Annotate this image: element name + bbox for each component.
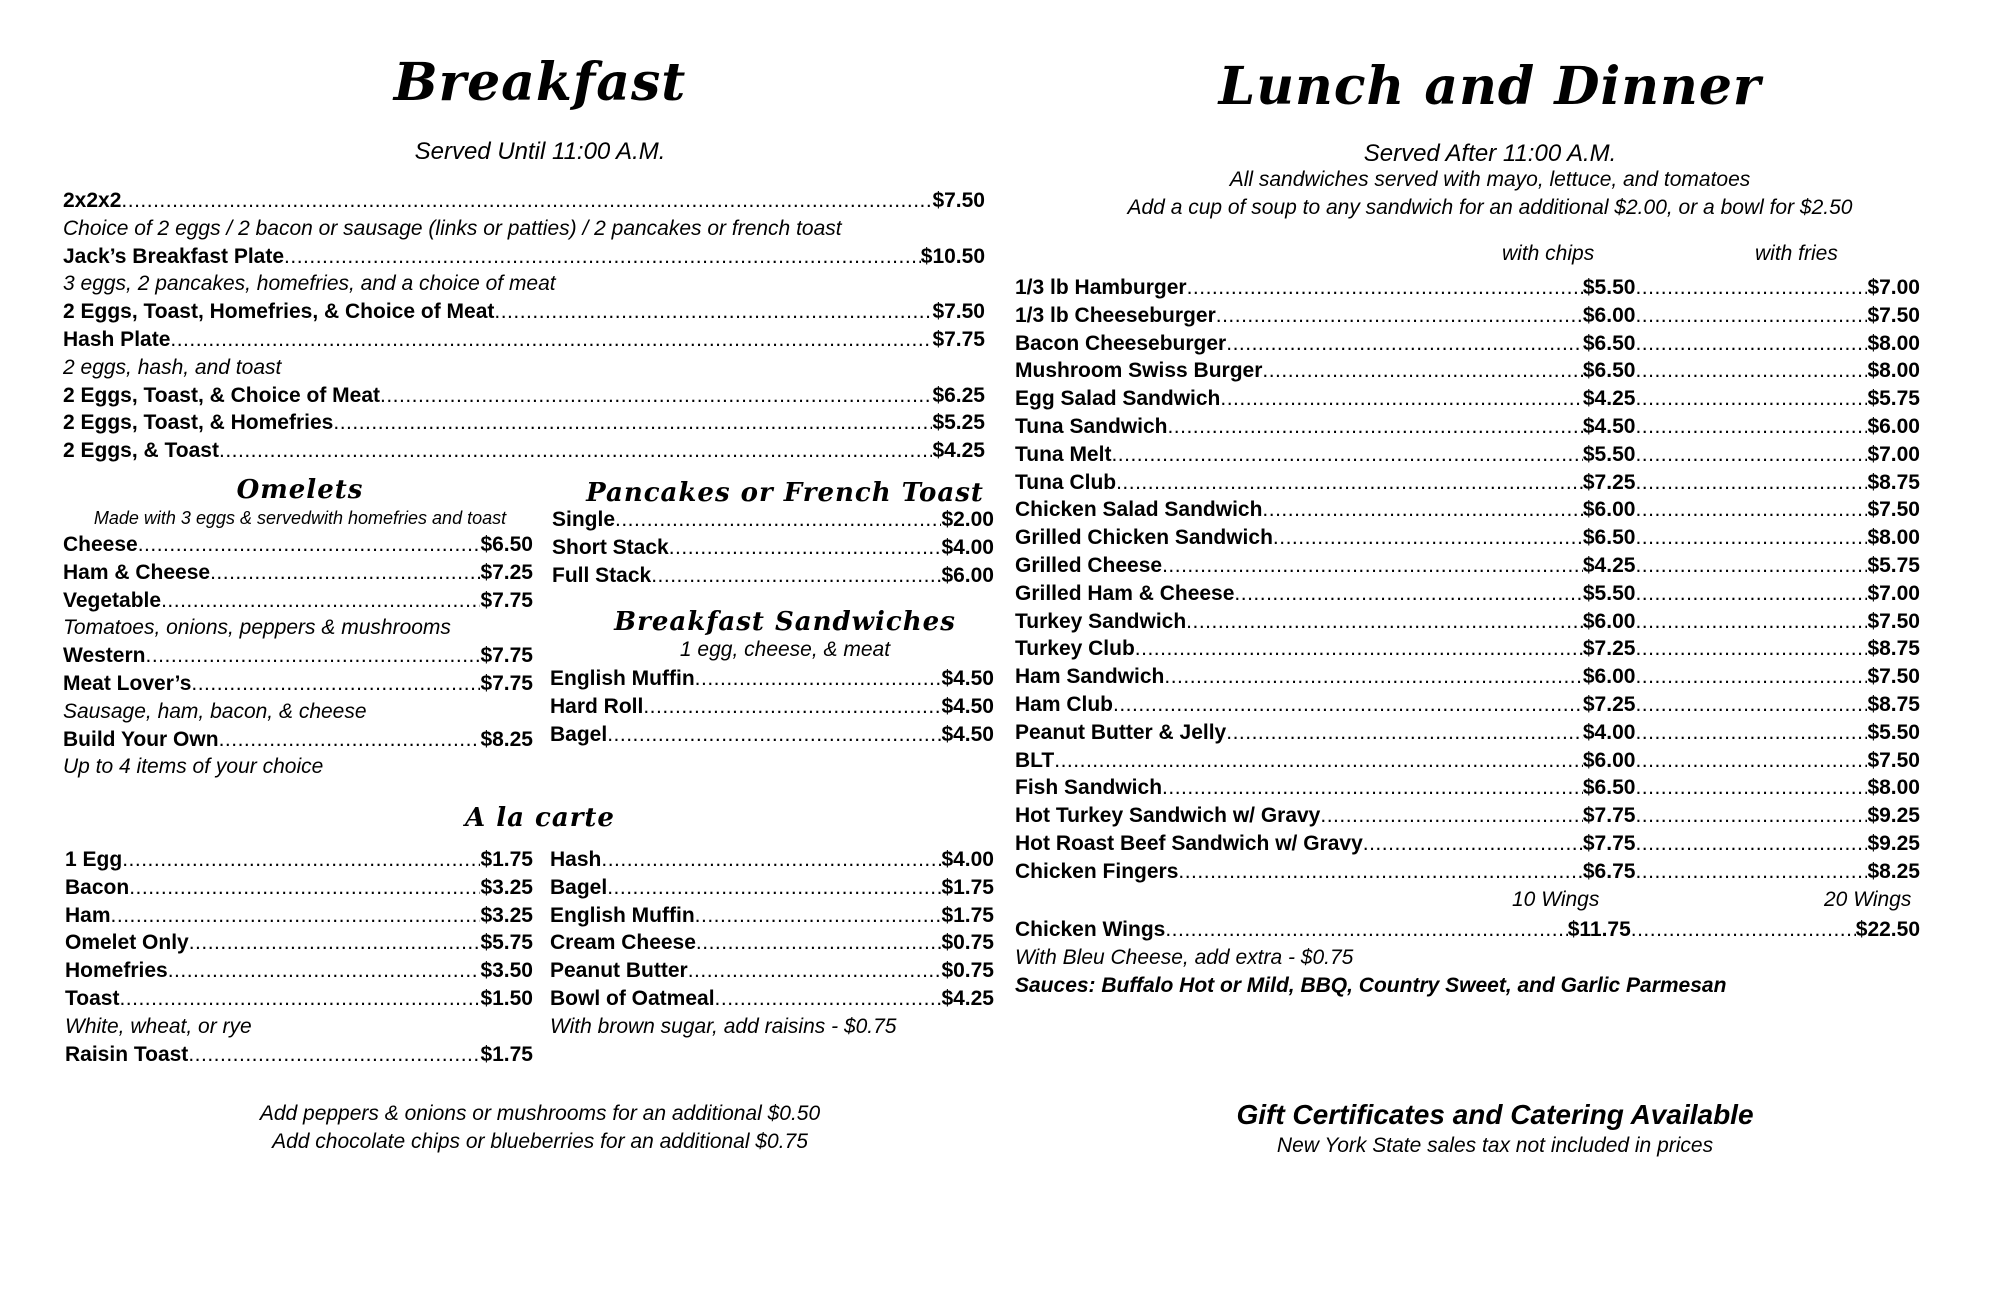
- wings-col1-header: 10 Wings: [1512, 888, 1600, 911]
- item-name: 2 Eggs, Toast, & Choice of Meat: [63, 383, 380, 407]
- dot-leader: [380, 382, 932, 410]
- item-price: $4.00: [941, 848, 994, 871]
- item-price-chips: $7.75: [1582, 832, 1636, 855]
- dot-leader: [607, 721, 941, 749]
- dot-leader: [191, 670, 480, 698]
- menu-item: [63, 559, 533, 587]
- menu-item: [1015, 524, 1920, 552]
- item-price: $7.75: [480, 644, 533, 668]
- menu-item: [550, 957, 994, 985]
- item-name: Ham & Cheese: [63, 560, 211, 584]
- dot-leader: [1226, 330, 1583, 358]
- item-price: $1.50: [480, 987, 533, 1010]
- item-name: Tuna Melt: [1015, 442, 1112, 466]
- dot-leader: [1135, 635, 1583, 663]
- dot-leader: [494, 298, 932, 326]
- menu-item: [1015, 719, 1920, 747]
- item-name: 1/3 lb Cheeseburger: [1015, 303, 1216, 327]
- item-name: English Muffin: [550, 903, 695, 927]
- menu-item: [63, 409, 985, 437]
- dot-leader: [1635, 274, 1867, 302]
- dot-leader: [189, 929, 481, 957]
- dot-leader: [669, 534, 942, 562]
- item-name: Bacon: [65, 875, 130, 899]
- item-price: $5.25: [932, 411, 985, 435]
- dot-leader: [1635, 691, 1867, 719]
- item-name: Fish Sandwich: [1015, 776, 1163, 800]
- dot-leader: [1635, 413, 1867, 441]
- item-name: 2 Eggs, Toast, & Homefries: [63, 411, 334, 435]
- item-price-fries: $8.00: [1867, 776, 1920, 800]
- item-name: Homefries: [65, 959, 168, 983]
- dot-leader: [1262, 357, 1582, 385]
- menu-item: [1015, 774, 1920, 802]
- dot-leader: [1113, 691, 1583, 719]
- dot-leader: [1187, 274, 1583, 302]
- dot-leader: [1635, 635, 1867, 663]
- item-name: Short Stack: [552, 535, 669, 559]
- dot-leader: [1635, 580, 1867, 608]
- menu-item: [65, 957, 533, 985]
- wings-note: With Bleu Cheese, add extra - $0.75: [1015, 946, 1354, 969]
- item-price-fries: $5.75: [1867, 554, 1920, 577]
- menu-item: [63, 642, 533, 670]
- menu-item: [550, 693, 994, 721]
- item-name: Full Stack: [552, 563, 652, 587]
- with-fries-header: with fries: [1755, 242, 1838, 265]
- item-price-chips: $5.50: [1582, 442, 1636, 466]
- dot-leader: [1635, 552, 1867, 580]
- dot-leader: [111, 902, 481, 930]
- dot-leader: [333, 409, 932, 437]
- item-price: $0.75: [941, 931, 994, 955]
- menu-item: [552, 534, 994, 562]
- item-price-fries: $8.75: [1867, 470, 1920, 494]
- item-price-fries: $8.00: [1867, 526, 1920, 550]
- item-name: Chicken Salad Sandwich: [1015, 498, 1263, 522]
- item-name: Mushroom Swiss Burger: [1015, 359, 1263, 383]
- item-name: Raisin Toast: [65, 1042, 189, 1066]
- item-name: Bacon Cheeseburger: [1015, 331, 1227, 355]
- item-price-fries: $7.00: [1867, 276, 1920, 299]
- dot-leader: [695, 902, 942, 930]
- dot-leader: [119, 985, 480, 1013]
- menu-item: [65, 985, 533, 1013]
- dot-leader: [1635, 802, 1867, 830]
- item-name: Jack’s Breakfast Plate: [63, 244, 285, 268]
- dot-leader: [1635, 357, 1867, 385]
- dot-leader: [1635, 608, 1867, 636]
- item-price-chips: $7.25: [1582, 693, 1636, 716]
- dot-leader: [1635, 830, 1867, 858]
- menu-item: [1015, 274, 1920, 302]
- item-price-chips: $6.00: [1582, 303, 1636, 327]
- menu-item: [1015, 552, 1920, 580]
- item-price-fries: $9.25: [1867, 832, 1920, 855]
- dot-leader: [651, 562, 941, 590]
- item-name: Hash Plate: [63, 328, 171, 351]
- item-price: $4.25: [941, 987, 994, 1010]
- item-name: English Muffin: [550, 667, 695, 690]
- item-note: White, wheat, or rye: [65, 1014, 252, 1038]
- item-price: $1.75: [480, 1042, 533, 1066]
- tax-note: New York State sales tax not included in prices: [1276, 1134, 1714, 1157]
- item-price: $5.75: [480, 931, 533, 955]
- item-price-fries: $7.50: [1867, 609, 1920, 633]
- menu-item: [63, 587, 533, 615]
- item-name: Ham Club: [1015, 693, 1114, 716]
- item-name: Meat Lover’s: [63, 672, 192, 695]
- item-note: Tomatoes, onions, peppers & mushrooms: [63, 616, 451, 640]
- item-name: Western: [63, 644, 146, 668]
- menu-item: [63, 243, 985, 271]
- menu-item: [550, 902, 994, 930]
- dot-leader: [1635, 858, 1867, 886]
- menu-item: [65, 902, 533, 930]
- dot-leader: [1273, 524, 1583, 552]
- item-price-fries: $8.00: [1867, 359, 1920, 383]
- menu-item-chicken-wings: [1015, 916, 1920, 944]
- item-price: $7.50: [932, 189, 985, 212]
- item-price: $7.75: [480, 588, 533, 612]
- item-price: $10.50: [920, 244, 985, 268]
- dot-leader: [122, 846, 480, 874]
- dot-leader: [1363, 830, 1583, 858]
- menu-item: [1015, 357, 1920, 385]
- dot-leader: [1111, 441, 1582, 469]
- menu-item: [550, 721, 994, 749]
- dot-leader: [1320, 802, 1583, 830]
- menu-item: [1015, 608, 1920, 636]
- item-price-fries: $5.75: [1867, 387, 1920, 411]
- dot-leader: [1164, 663, 1583, 691]
- item-name: Ham Sandwich: [1015, 665, 1165, 689]
- item-price-fries: $5.50: [1867, 720, 1920, 744]
- dot-leader: [145, 642, 480, 670]
- breakfast-sandwiches-subtitle: 1 egg, cheese, & meat: [679, 638, 891, 661]
- menu-item: [63, 382, 985, 410]
- dot-leader: [1635, 441, 1867, 469]
- item-name: Cream Cheese: [550, 931, 696, 955]
- dot-leader: [1116, 469, 1583, 497]
- dot-leader: [1054, 747, 1583, 775]
- item-price-fries: $7.00: [1867, 442, 1920, 466]
- item-price-fries: $8.25: [1867, 859, 1920, 883]
- menu-item: [1015, 663, 1920, 691]
- item-note: Up to 4 items of your choice: [63, 755, 324, 779]
- menu-item: [1015, 830, 1920, 858]
- menu-item: [63, 187, 985, 215]
- menu-item: [63, 531, 533, 559]
- item-price-chips: $6.00: [1582, 748, 1636, 772]
- menu-item: [1015, 691, 1920, 719]
- item-price: $4.50: [941, 694, 994, 718]
- dot-leader: [210, 559, 480, 587]
- item-price-fries: $8.75: [1867, 693, 1920, 716]
- item-price-chips: $5.50: [1582, 581, 1636, 605]
- item-price: $7.75: [932, 328, 985, 351]
- item-name: Bagel: [550, 875, 608, 899]
- dot-leader: [696, 929, 942, 957]
- breakfast-footer-note-2: Add chocolate chips or blueberries for an additional $0.75: [272, 1130, 808, 1153]
- item-name: Grilled Chicken Sandwich: [1015, 526, 1273, 550]
- item-price: $8.25: [480, 727, 533, 751]
- item-price-chips: $7.25: [1582, 470, 1636, 494]
- item-price-fries: $6.00: [1867, 415, 1920, 438]
- item-note: With brown sugar, add raisins - $0.75: [550, 1014, 897, 1038]
- item-price: $4.50: [941, 722, 994, 746]
- breakfast-title: Breakfast: [393, 52, 687, 113]
- item-name: Vegetable: [63, 588, 162, 612]
- item-name: Tuna Sandwich: [1015, 415, 1168, 438]
- dot-leader: [1167, 413, 1582, 441]
- menu-item: [65, 846, 533, 874]
- dot-leader: [1234, 580, 1582, 608]
- omelets-title: Omelets: [236, 475, 364, 505]
- item-name: Chicken Wings: [1015, 918, 1166, 941]
- menu-item: [1015, 802, 1920, 830]
- item-note: Sausage, ham, bacon, & cheese: [63, 699, 367, 723]
- menu-item: [1015, 858, 1920, 886]
- item-price-small: $11.75: [1567, 918, 1631, 941]
- item-price-chips: $4.00: [1582, 720, 1636, 744]
- dot-leader: [1635, 302, 1867, 330]
- item-price-chips: $6.50: [1582, 776, 1636, 800]
- item-price: $4.50: [941, 667, 994, 690]
- menu-item: [550, 874, 994, 902]
- menu-item: [65, 929, 533, 957]
- breakfast-sandwiches-title: Breakfast Sandwiches: [614, 607, 956, 637]
- item-price-chips: $6.50: [1582, 359, 1636, 383]
- dot-leader: [219, 726, 481, 754]
- dot-leader: [1631, 916, 1856, 944]
- lunch-note-2: Add a cup of soup to any sandwich for an additional $2.00, or a bowl for $2.50: [1127, 196, 1853, 219]
- menu-item: [1015, 580, 1920, 608]
- menu-item: [1015, 635, 1920, 663]
- item-name: Tuna Club: [1015, 470, 1117, 494]
- item-name: Turkey Sandwich: [1015, 609, 1187, 633]
- item-price-chips: $6.00: [1582, 665, 1636, 689]
- item-price-chips: $6.50: [1582, 331, 1636, 355]
- dot-leader: [1178, 858, 1582, 886]
- item-name: Peanut Butter & Jelly: [1015, 720, 1227, 744]
- item-name: Omelet Only: [65, 931, 189, 955]
- item-price-chips: $6.00: [1582, 498, 1636, 522]
- item-price: $1.75: [941, 903, 994, 927]
- item-price-chips: $4.50: [1582, 415, 1636, 438]
- menu-item: [63, 670, 533, 698]
- dot-leader: [1162, 552, 1583, 580]
- item-name: Grilled Ham & Cheese: [1015, 581, 1235, 605]
- item-price-chips: $6.75: [1582, 859, 1636, 883]
- dot-leader: [1186, 608, 1583, 636]
- menu-item: [1015, 441, 1920, 469]
- dot-leader: [1216, 302, 1583, 330]
- menu-item: [1015, 385, 1920, 413]
- item-price-fries: $7.50: [1867, 303, 1920, 327]
- menu-item: [1015, 747, 1920, 775]
- dot-leader: [138, 531, 481, 559]
- item-name: Toast: [65, 987, 120, 1010]
- item-name: 1 Egg: [65, 848, 123, 871]
- item-price: $7.25: [480, 560, 533, 584]
- lunch-title: Lunch and Dinner: [1218, 56, 1762, 117]
- item-name: Egg Salad Sandwich: [1015, 387, 1221, 411]
- menu-item: [552, 562, 994, 590]
- item-price: $4.00: [941, 535, 994, 559]
- dot-leader: [715, 985, 942, 1013]
- dot-leader: [615, 506, 941, 534]
- dot-leader: [1635, 496, 1867, 524]
- dot-leader: [607, 874, 941, 902]
- dot-leader: [1165, 916, 1567, 944]
- dot-leader: [1162, 774, 1583, 802]
- dot-leader: [219, 437, 932, 465]
- item-price-fries: $7.50: [1867, 498, 1920, 522]
- dot-leader: [284, 243, 921, 271]
- item-price-fries: $7.00: [1867, 581, 1920, 605]
- menu-item: [550, 929, 994, 957]
- item-name: 2 Eggs, & Toast: [63, 439, 219, 463]
- item-price-chips: $4.25: [1582, 387, 1636, 411]
- menu-item: [1015, 413, 1920, 441]
- item-price: $3.50: [480, 959, 533, 983]
- dot-leader: [188, 1041, 480, 1069]
- dot-leader: [1635, 524, 1867, 552]
- item-name: Hot Turkey Sandwich w/ Gravy: [1015, 804, 1321, 828]
- item-name: Single: [552, 508, 616, 531]
- alacarte-title: A la carte: [465, 803, 615, 833]
- item-price-chips: $7.75: [1582, 804, 1636, 828]
- item-price-chips: $6.00: [1582, 609, 1636, 633]
- item-price-fries: $8.75: [1867, 637, 1920, 661]
- dot-leader: [1635, 663, 1867, 691]
- item-name: Bagel: [550, 722, 608, 746]
- item-name: 1/3 lb Hamburger: [1015, 276, 1187, 299]
- dot-leader: [129, 874, 480, 902]
- item-price: $3.25: [480, 903, 533, 927]
- dot-leader: [1226, 719, 1583, 747]
- pancakes-title: Pancakes or French Toast: [586, 478, 984, 508]
- breakfast-subtitle: Served Until 11:00 A.M.: [414, 138, 666, 165]
- item-price-chips: $5.50: [1582, 276, 1636, 299]
- lunch-subtitle: Served After 11:00 A.M.: [1363, 140, 1617, 167]
- item-price: $6.00: [941, 563, 994, 587]
- dot-leader: [643, 693, 941, 721]
- item-price-chips: $4.25: [1582, 554, 1636, 577]
- menu-item: [1015, 330, 1920, 358]
- menu-item: [1015, 302, 1920, 330]
- item-name: Turkey Club: [1015, 637, 1135, 661]
- item-name: Hot Roast Beef Sandwich w/ Gravy: [1015, 832, 1363, 855]
- gift-certificates: Gift Certificates and Catering Available: [1236, 1099, 1754, 1130]
- dot-leader: [161, 587, 480, 615]
- menu-item: [63, 326, 985, 354]
- item-price: $6.25: [932, 383, 985, 407]
- item-price-fries: $9.25: [1867, 804, 1920, 828]
- menu-item: [550, 846, 994, 874]
- item-name: 2 Eggs, Toast, Homefries, & Choice of Meat: [63, 300, 495, 324]
- menu-item: [63, 726, 533, 754]
- item-price-large: $22.50: [1855, 918, 1920, 941]
- wings-col2-header: 20 Wings: [1824, 888, 1912, 911]
- dot-leader: [168, 957, 481, 985]
- dot-leader: [1635, 774, 1867, 802]
- item-price: $2.00: [941, 508, 994, 531]
- menu-item: [65, 874, 533, 902]
- item-name: Grilled Cheese: [1015, 554, 1163, 577]
- dot-leader: [1262, 496, 1582, 524]
- item-price-chips: $7.25: [1582, 637, 1636, 661]
- sauces-note: Sauces: Buffalo Hot or Mild, BBQ, Country Sweet, and Garlic Parmesan: [1015, 974, 1727, 997]
- item-price-chips: $6.50: [1582, 526, 1636, 550]
- dot-leader: [1635, 719, 1867, 747]
- dot-leader: [1635, 330, 1867, 358]
- item-price-fries: $8.00: [1867, 331, 1920, 355]
- dot-leader: [1635, 469, 1867, 497]
- omelets-subtitle: Made with 3 eggs & servedwith homefries and toast: [93, 508, 507, 528]
- item-price: $7.75: [480, 672, 533, 695]
- menu-item: [552, 506, 994, 534]
- dot-leader: [170, 326, 932, 354]
- dot-leader: [121, 187, 932, 215]
- menu-item: [1015, 469, 1920, 497]
- item-name: Hard Roll: [550, 694, 644, 718]
- item-name: Peanut Butter: [550, 959, 688, 983]
- item-name: Chicken Fingers: [1015, 859, 1179, 883]
- breakfast-footer-note-1: Add peppers & onions or mushrooms for an additional $0.50: [259, 1102, 821, 1125]
- item-name: Build Your Own: [63, 727, 219, 751]
- dot-leader: [688, 957, 942, 985]
- menu-item: [550, 665, 994, 693]
- item-name: Cheese: [63, 533, 138, 556]
- with-chips-header: with chips: [1502, 242, 1595, 265]
- dot-leader: [1220, 385, 1582, 413]
- menu-item: [1015, 496, 1920, 524]
- item-price: $6.50: [480, 533, 533, 556]
- menu-item: [63, 298, 985, 326]
- item-name: BLT: [1015, 748, 1055, 772]
- dot-leader: [1635, 747, 1867, 775]
- lunch-note-1: All sandwiches served with mayo, lettuce, and tomatoes: [1229, 168, 1751, 191]
- item-price: $7.50: [932, 300, 985, 324]
- item-name: Ham: [65, 903, 111, 927]
- item-price: $4.25: [932, 439, 985, 463]
- dot-leader: [695, 665, 942, 693]
- dot-leader: [601, 846, 941, 874]
- item-name: Bowl of Oatmeal: [550, 987, 715, 1010]
- item-price-fries: $7.50: [1867, 665, 1920, 689]
- item-price: $1.75: [480, 848, 533, 871]
- menu-item: [550, 985, 994, 1013]
- item-price: $3.25: [480, 875, 533, 899]
- menu-item: [65, 1041, 533, 1069]
- item-note: 2 eggs, hash, and toast: [63, 355, 282, 379]
- item-price: $0.75: [941, 959, 994, 983]
- dot-leader: [1635, 385, 1867, 413]
- item-price: $1.75: [941, 875, 994, 899]
- item-note: Choice of 2 eggs / 2 bacon or sausage (links or patties) / 2 pancakes or french toast: [63, 216, 842, 240]
- item-price-fries: $7.50: [1867, 748, 1920, 772]
- item-name: 2x2x2: [63, 189, 122, 212]
- item-note: 3 eggs, 2 pancakes, homefries, and a choice of meat: [63, 272, 556, 296]
- menu-item: [63, 437, 985, 465]
- item-name: Hash: [550, 848, 602, 871]
